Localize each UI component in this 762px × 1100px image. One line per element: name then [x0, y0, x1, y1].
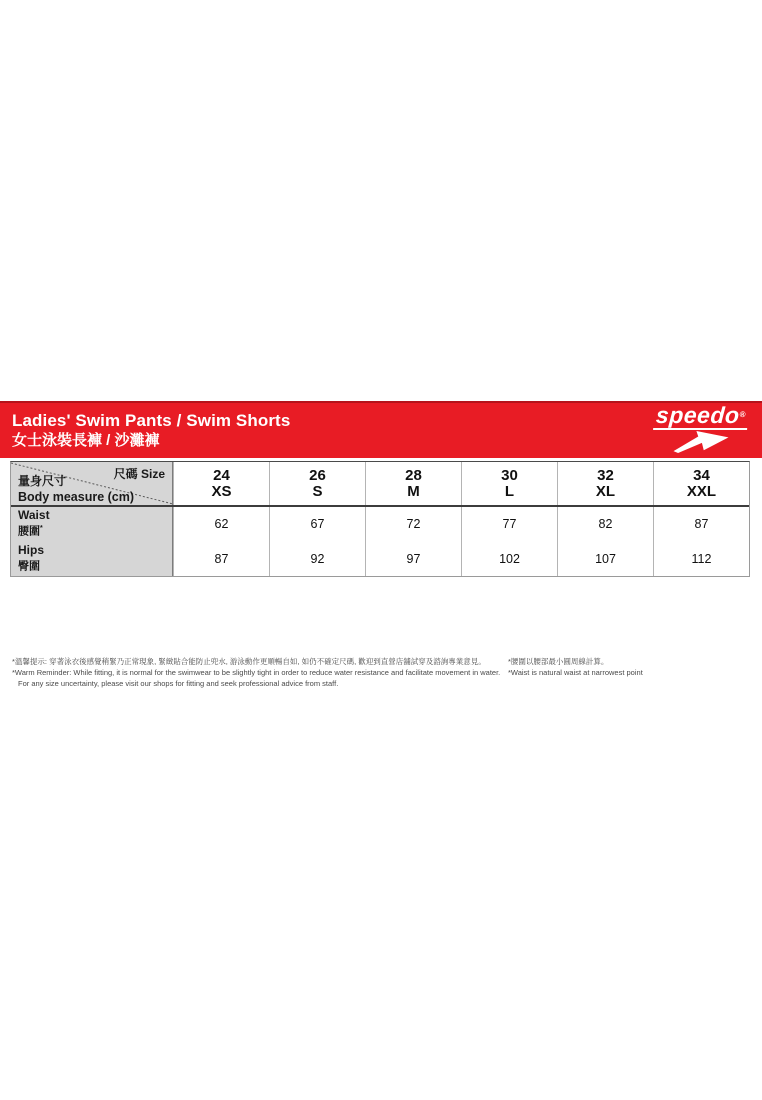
hips-value: 107 [595, 551, 616, 566]
size-code: M [407, 482, 420, 500]
value-column [557, 507, 653, 576]
hips-value: 112 [691, 551, 712, 566]
corner-size-label: 尺碼 Size [113, 467, 165, 481]
size-table [10, 461, 750, 577]
row-label-zh [18, 557, 172, 574]
size-code: L [504, 482, 515, 500]
size-table-body [11, 507, 749, 576]
size-column-header [365, 462, 461, 505]
corner-measure-zh: 量身尺寸 [18, 474, 67, 488]
corner-cell [11, 462, 173, 505]
hips-value: 87 [214, 551, 229, 566]
registered-mark: ® [739, 410, 747, 419]
hips-value: 92 [310, 551, 325, 566]
waist-value: 77 [502, 517, 517, 532]
banner-titles [0, 410, 290, 451]
footnote-warm-reminder-en2: For any size uncertainty, please visit our shops for fitting and seek professional advice from staff. [18, 679, 339, 688]
row-label-zh-text: 腰圍 [18, 526, 40, 539]
size-number: 26 [309, 466, 326, 484]
footnote-warm-reminder-zh: *溫馨提示: 穿著泳衣後感覺稍緊乃正常現象, 緊緻貼合能防止兜水, 游泳動作更順暢自如, 如仍不確定尺碼, 歡迎到直營店舖試穿及諮詢專業意見。 [12, 657, 486, 666]
row-label-zh [18, 522, 172, 539]
size-column-header [653, 462, 749, 505]
size-column-header [173, 462, 269, 505]
size-number: 24 [213, 466, 230, 484]
size-column-header [557, 462, 653, 505]
size-table-header-row [11, 462, 749, 507]
page-title-zh: 女士泳裝長褲 / 沙灘褲 [12, 432, 160, 449]
hips-value: 102 [499, 551, 520, 566]
value-column [653, 507, 749, 576]
speedo-logo [654, 403, 762, 458]
row-label-hips [11, 542, 172, 577]
size-column-header [269, 462, 365, 505]
footnote-warm-reminder-en: *Warm Reminder: While fitting, it is normal for the swimwear to be slightly tight in order to reduce water resistance and facilitate movement in water. [12, 668, 501, 677]
value-column [461, 507, 557, 576]
value-column [365, 507, 461, 576]
row-label-en: Waist [18, 508, 50, 523]
value-column [173, 507, 269, 576]
size-code: S [312, 482, 323, 500]
row-label-waist [11, 507, 172, 542]
speedo-wordmark-text: speedo [655, 402, 741, 428]
waist-value: 62 [214, 517, 229, 532]
speedo-wordmark [653, 403, 749, 430]
size-code: XXL [686, 482, 717, 500]
waist-value: 67 [310, 517, 325, 532]
corner-measure-en: Body measure (cm) [18, 490, 135, 504]
size-number: 30 [501, 466, 518, 484]
footnote-mark: * [40, 525, 43, 533]
page-title-en: Ladies' Swim Pants / Swim Shorts [12, 411, 291, 430]
size-column-header [461, 462, 557, 505]
row-label-en: Hips [18, 542, 45, 557]
size-code: XL [595, 482, 616, 500]
footnotes-left [12, 656, 501, 689]
size-number: 34 [693, 466, 710, 484]
footnotes-right [508, 656, 752, 678]
size-code: XS [211, 482, 232, 500]
row-label-zh-text: 臀圍 [18, 560, 40, 573]
value-column [269, 507, 365, 576]
footnote-waist-zh: *腰圍以腰部最小圓周線計算。 [508, 657, 609, 666]
footnote-waist-en: *Waist is natural waist at narrowest point [508, 668, 643, 677]
waist-value: 72 [406, 517, 421, 532]
waist-value: 82 [598, 517, 613, 532]
speedo-boomerang-icon [654, 431, 748, 458]
waist-value: 87 [694, 517, 709, 532]
size-number: 32 [597, 466, 614, 484]
measure-label-column [11, 507, 173, 576]
brand-banner [0, 401, 762, 458]
size-number: 28 [405, 466, 422, 484]
hips-value: 97 [406, 551, 421, 566]
